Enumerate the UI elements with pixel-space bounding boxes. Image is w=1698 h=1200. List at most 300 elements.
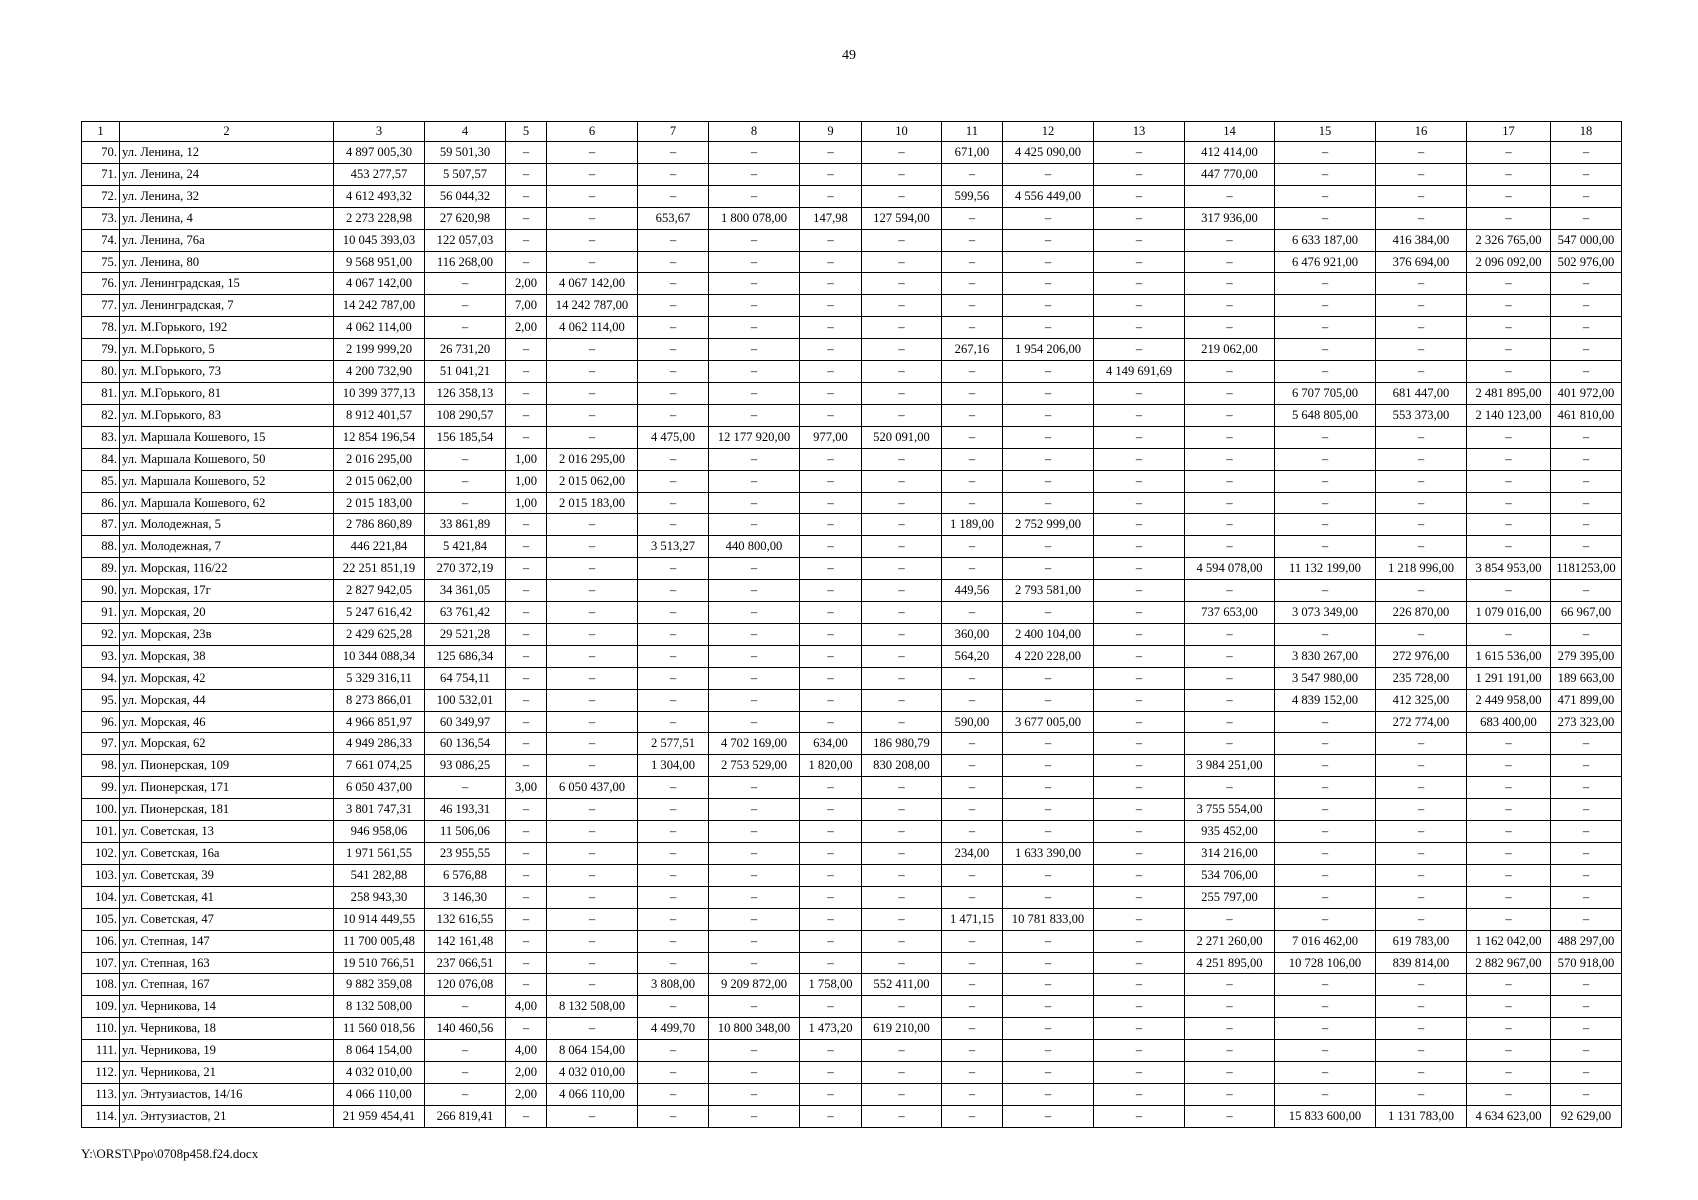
value-cell: 1,00: [506, 448, 547, 470]
value-cell: –: [547, 580, 638, 602]
column-header: 6: [547, 122, 638, 142]
value-cell: –: [800, 821, 862, 843]
value-cell: –: [942, 602, 1003, 624]
row-number-cell: 91.: [82, 602, 120, 624]
value-cell: –: [638, 448, 709, 470]
value-cell: –: [1185, 777, 1275, 799]
value-cell: –: [1551, 295, 1622, 317]
value-cell: 2 827 942,05: [334, 580, 425, 602]
value-cell: –: [709, 843, 800, 865]
value-cell: –: [638, 1062, 709, 1084]
table-row: [82, 602, 1622, 624]
value-cell: –: [638, 229, 709, 251]
column-header: 5: [506, 122, 547, 142]
value-cell: –: [506, 185, 547, 207]
value-cell: –: [709, 448, 800, 470]
value-cell: –: [800, 952, 862, 974]
value-cell: 51 041,21: [425, 361, 506, 383]
value-cell: –: [638, 251, 709, 273]
value-cell: –: [638, 864, 709, 886]
value-cell: 4 149 691,69: [1094, 361, 1185, 383]
value-cell: –: [942, 996, 1003, 1018]
value-cell: –: [1551, 317, 1622, 339]
value-cell: 122 057,03: [425, 229, 506, 251]
table-row: [82, 404, 1622, 426]
value-cell: –: [1551, 470, 1622, 492]
value-cell: –: [1003, 952, 1094, 974]
value-cell: –: [1185, 317, 1275, 339]
value-cell: –: [547, 229, 638, 251]
column-header: 15: [1275, 122, 1376, 142]
value-cell: –: [709, 317, 800, 339]
row-number-cell: 74.: [82, 229, 120, 251]
value-cell: 4 066 110,00: [334, 1083, 425, 1105]
value-cell: –: [1094, 317, 1185, 339]
address-cell: ул. Маршала Кошевого, 52: [120, 470, 334, 492]
value-cell: –: [506, 207, 547, 229]
value-cell: –: [862, 908, 942, 930]
value-cell: –: [800, 667, 862, 689]
value-cell: 66 967,00: [1551, 602, 1622, 624]
row-number-cell: 110.: [82, 1018, 120, 1040]
table-row: [82, 207, 1622, 229]
address-cell: ул. Пионерская, 109: [120, 755, 334, 777]
value-cell: –: [638, 1083, 709, 1105]
address-cell: ул. Ленина, 80: [120, 251, 334, 273]
value-cell: –: [862, 251, 942, 273]
value-cell: 10 914 449,55: [334, 908, 425, 930]
address-cell: ул. Советская, 41: [120, 886, 334, 908]
table-row: [82, 777, 1622, 799]
row-number-cell: 75.: [82, 251, 120, 273]
value-cell: –: [942, 930, 1003, 952]
value-cell: –: [425, 1062, 506, 1084]
value-cell: 22 251 851,19: [334, 558, 425, 580]
value-cell: 120 076,08: [425, 974, 506, 996]
value-cell: –: [1003, 558, 1094, 580]
value-cell: 4,00: [506, 1040, 547, 1062]
value-cell: 125 686,34: [425, 645, 506, 667]
value-cell: –: [1467, 361, 1551, 383]
value-cell: –: [1185, 1105, 1275, 1127]
value-cell: 126 358,13: [425, 382, 506, 404]
value-cell: 4 032 010,00: [334, 1062, 425, 1084]
value-cell: 553 373,00: [1376, 404, 1467, 426]
value-cell: 2 882 967,00: [1467, 952, 1551, 974]
value-cell: 412 414,00: [1185, 142, 1275, 164]
address-cell: ул. Ленина, 24: [120, 163, 334, 185]
value-cell: –: [1376, 163, 1467, 185]
value-cell: 619 210,00: [862, 1018, 942, 1040]
value-cell: –: [1467, 317, 1551, 339]
value-cell: 1 633 390,00: [1003, 843, 1094, 865]
value-cell: –: [1376, 339, 1467, 361]
value-cell: –: [506, 930, 547, 952]
table-row: [82, 952, 1622, 974]
value-cell: –: [638, 142, 709, 164]
value-cell: 8 132 508,00: [547, 996, 638, 1018]
address-cell: ул. М.Горького, 192: [120, 317, 334, 339]
table-row: [82, 755, 1622, 777]
value-cell: –: [547, 799, 638, 821]
address-cell: ул. М.Горького, 83: [120, 404, 334, 426]
value-cell: 2 140 123,00: [1467, 404, 1551, 426]
value-cell: 237 066,51: [425, 952, 506, 974]
table-row: [82, 930, 1622, 952]
value-cell: –: [862, 339, 942, 361]
value-cell: –: [1467, 470, 1551, 492]
address-cell: ул. Черникова, 14: [120, 996, 334, 1018]
value-cell: –: [1094, 623, 1185, 645]
value-cell: –: [942, 733, 1003, 755]
value-cell: 4 032 010,00: [547, 1062, 638, 1084]
value-cell: –: [1275, 1040, 1376, 1062]
value-cell: 2 015 062,00: [334, 470, 425, 492]
value-cell: –: [638, 1040, 709, 1062]
value-cell: 34 361,05: [425, 580, 506, 602]
value-cell: –: [862, 536, 942, 558]
row-number-cell: 104.: [82, 886, 120, 908]
address-cell: ул. Морская, 17г: [120, 580, 334, 602]
value-cell: –: [506, 645, 547, 667]
value-cell: –: [1275, 843, 1376, 865]
value-cell: –: [638, 952, 709, 974]
value-cell: 9 568 951,00: [334, 251, 425, 273]
value-cell: –: [862, 295, 942, 317]
value-cell: –: [1094, 1040, 1185, 1062]
value-cell: 226 870,00: [1376, 602, 1467, 624]
table-row: [82, 1018, 1622, 1040]
address-cell: ул. М.Горького, 5: [120, 339, 334, 361]
value-cell: 5 247 616,42: [334, 602, 425, 624]
value-cell: –: [1185, 623, 1275, 645]
value-cell: –: [1094, 251, 1185, 273]
value-cell: –: [1376, 295, 1467, 317]
row-number-cell: 96.: [82, 711, 120, 733]
page-number: 49: [842, 48, 856, 63]
value-cell: –: [1275, 864, 1376, 886]
value-cell: –: [862, 185, 942, 207]
value-cell: 3 854 953,00: [1467, 558, 1551, 580]
value-cell: –: [1003, 930, 1094, 952]
address-cell: ул. Советская, 16а: [120, 843, 334, 865]
value-cell: –: [1551, 1018, 1622, 1040]
value-cell: –: [942, 229, 1003, 251]
value-cell: –: [942, 251, 1003, 273]
value-cell: –: [862, 273, 942, 295]
value-cell: –: [1467, 142, 1551, 164]
value-cell: –: [638, 908, 709, 930]
value-cell: –: [1376, 799, 1467, 821]
value-cell: –: [800, 361, 862, 383]
value-cell: 401 972,00: [1551, 382, 1622, 404]
value-cell: –: [1094, 667, 1185, 689]
value-cell: –: [1094, 470, 1185, 492]
value-cell: –: [506, 864, 547, 886]
value-cell: 266 819,41: [425, 1105, 506, 1127]
value-cell: 520 091,00: [862, 426, 942, 448]
value-cell: –: [862, 821, 942, 843]
value-cell: –: [800, 602, 862, 624]
value-cell: –: [425, 317, 506, 339]
column-header: 13: [1094, 122, 1185, 142]
value-cell: –: [800, 448, 862, 470]
value-cell: –: [800, 142, 862, 164]
header-row: [82, 122, 1622, 142]
value-cell: –: [1003, 536, 1094, 558]
value-cell: –: [425, 448, 506, 470]
value-cell: 26 731,20: [425, 339, 506, 361]
value-cell: –: [1275, 142, 1376, 164]
value-cell: 3 073 349,00: [1275, 602, 1376, 624]
value-cell: 3 146,30: [425, 886, 506, 908]
value-cell: 314 216,00: [1185, 843, 1275, 865]
value-cell: –: [1376, 361, 1467, 383]
value-cell: –: [1185, 361, 1275, 383]
value-cell: –: [547, 711, 638, 733]
value-cell: –: [547, 667, 638, 689]
value-cell: –: [709, 645, 800, 667]
value-cell: 830 208,00: [862, 755, 942, 777]
value-cell: –: [1275, 908, 1376, 930]
value-cell: –: [1376, 142, 1467, 164]
address-cell: ул. Пионерская, 181: [120, 799, 334, 821]
value-cell: –: [1003, 1083, 1094, 1105]
value-cell: –: [1094, 821, 1185, 843]
value-cell: –: [1376, 623, 1467, 645]
value-cell: –: [942, 1040, 1003, 1062]
value-cell: –: [800, 580, 862, 602]
value-cell: –: [800, 404, 862, 426]
value-cell: –: [862, 843, 942, 865]
value-cell: –: [1551, 1083, 1622, 1105]
value-cell: 14 242 787,00: [547, 295, 638, 317]
value-cell: 1 189,00: [942, 514, 1003, 536]
value-cell: 267,16: [942, 339, 1003, 361]
value-cell: 5 507,57: [425, 163, 506, 185]
value-cell: –: [1467, 755, 1551, 777]
value-cell: 4 966 851,97: [334, 711, 425, 733]
value-cell: 1 971 561,55: [334, 843, 425, 865]
value-cell: –: [942, 1062, 1003, 1084]
value-cell: –: [1275, 623, 1376, 645]
row-number-cell: 82.: [82, 404, 120, 426]
value-cell: –: [1003, 886, 1094, 908]
value-cell: –: [862, 448, 942, 470]
value-cell: 461 810,00: [1551, 404, 1622, 426]
value-cell: –: [862, 580, 942, 602]
value-cell: –: [1551, 163, 1622, 185]
value-cell: –: [425, 492, 506, 514]
row-number-cell: 70.: [82, 142, 120, 164]
row-number-cell: 84.: [82, 448, 120, 470]
value-cell: 21 959 454,41: [334, 1105, 425, 1127]
value-cell: –: [942, 163, 1003, 185]
value-cell: –: [1003, 426, 1094, 448]
value-cell: –: [506, 886, 547, 908]
value-cell: 360,00: [942, 623, 1003, 645]
address-cell: ул. Морская, 23в: [120, 623, 334, 645]
value-cell: –: [1094, 711, 1185, 733]
row-number-cell: 101.: [82, 821, 120, 843]
value-cell: –: [638, 558, 709, 580]
value-cell: 1,00: [506, 470, 547, 492]
value-cell: –: [1003, 251, 1094, 273]
value-cell: 2 271 260,00: [1185, 930, 1275, 952]
value-cell: –: [942, 404, 1003, 426]
value-cell: –: [1376, 996, 1467, 1018]
value-cell: –: [800, 886, 862, 908]
value-cell: –: [800, 1105, 862, 1127]
value-cell: –: [709, 492, 800, 514]
value-cell: 412 325,00: [1376, 689, 1467, 711]
value-cell: –: [1376, 974, 1467, 996]
value-cell: 1181253,00: [1551, 558, 1622, 580]
value-cell: –: [638, 163, 709, 185]
value-cell: –: [1185, 426, 1275, 448]
value-cell: –: [1185, 251, 1275, 273]
value-cell: 4 475,00: [638, 426, 709, 448]
value-cell: –: [800, 558, 862, 580]
value-cell: –: [942, 492, 1003, 514]
value-cell: –: [638, 580, 709, 602]
value-cell: –: [1003, 207, 1094, 229]
value-cell: 681 447,00: [1376, 382, 1467, 404]
value-cell: 147,98: [800, 207, 862, 229]
value-cell: 1 471,15: [942, 908, 1003, 930]
value-cell: –: [800, 908, 862, 930]
address-cell: ул. Ленинградская, 7: [120, 295, 334, 317]
value-cell: 4 200 732,90: [334, 361, 425, 383]
value-cell: –: [1185, 492, 1275, 514]
value-cell: –: [1003, 317, 1094, 339]
address-cell: ул. Степная, 147: [120, 930, 334, 952]
value-cell: 2 015 183,00: [547, 492, 638, 514]
table-row: [82, 142, 1622, 164]
column-header: 3: [334, 122, 425, 142]
value-cell: 1 615 536,00: [1467, 645, 1551, 667]
table-row: [82, 448, 1622, 470]
address-cell: ул. Советская, 13: [120, 821, 334, 843]
value-cell: 4 067 142,00: [547, 273, 638, 295]
value-cell: –: [1467, 777, 1551, 799]
value-cell: 534 706,00: [1185, 864, 1275, 886]
value-cell: –: [1376, 1040, 1467, 1062]
value-cell: –: [547, 207, 638, 229]
value-cell: –: [506, 361, 547, 383]
value-cell: –: [425, 1083, 506, 1105]
column-header: 18: [1551, 122, 1622, 142]
value-cell: –: [638, 1105, 709, 1127]
value-cell: 6 476 921,00: [1275, 251, 1376, 273]
value-cell: –: [547, 645, 638, 667]
value-cell: –: [862, 1062, 942, 1084]
value-cell: –: [1275, 273, 1376, 295]
row-number-cell: 87.: [82, 514, 120, 536]
value-cell: –: [942, 1083, 1003, 1105]
value-cell: –: [638, 645, 709, 667]
value-cell: –: [1376, 908, 1467, 930]
value-cell: –: [1185, 1083, 1275, 1105]
value-cell: –: [1467, 185, 1551, 207]
value-cell: –: [638, 602, 709, 624]
value-cell: 1 820,00: [800, 755, 862, 777]
value-cell: –: [862, 689, 942, 711]
value-cell: 14 242 787,00: [334, 295, 425, 317]
value-cell: –: [800, 689, 862, 711]
value-cell: 671,00: [942, 142, 1003, 164]
value-cell: 8 064 154,00: [547, 1040, 638, 1062]
value-cell: –: [1094, 645, 1185, 667]
value-cell: 60 349,97: [425, 711, 506, 733]
value-cell: –: [1185, 295, 1275, 317]
value-cell: 272 976,00: [1376, 645, 1467, 667]
value-cell: 449,56: [942, 580, 1003, 602]
value-cell: –: [1003, 821, 1094, 843]
value-cell: –: [1275, 886, 1376, 908]
row-number-cell: 81.: [82, 382, 120, 404]
row-number-cell: 102.: [82, 843, 120, 865]
value-cell: –: [638, 382, 709, 404]
value-cell: 59 501,30: [425, 142, 506, 164]
value-cell: –: [709, 580, 800, 602]
value-cell: –: [638, 996, 709, 1018]
value-cell: –: [862, 1040, 942, 1062]
value-cell: –: [1003, 404, 1094, 426]
value-cell: –: [1275, 295, 1376, 317]
row-number-cell: 94.: [82, 667, 120, 689]
column-header: 10: [862, 122, 942, 142]
value-cell: 219 062,00: [1185, 339, 1275, 361]
value-cell: 9 209 872,00: [709, 974, 800, 996]
value-cell: 7,00: [506, 295, 547, 317]
value-cell: –: [1467, 996, 1551, 1018]
value-cell: –: [1551, 361, 1622, 383]
value-cell: –: [638, 711, 709, 733]
file-path-footer: Y:\ORST\Ppo\0708p458.f24.docx: [81, 1146, 259, 1161]
value-cell: –: [1003, 295, 1094, 317]
value-cell: 447 770,00: [1185, 163, 1275, 185]
value-cell: –: [1551, 755, 1622, 777]
value-cell: –: [1551, 339, 1622, 361]
value-cell: 453 277,57: [334, 163, 425, 185]
address-cell: ул. Морская, 62: [120, 733, 334, 755]
value-cell: –: [1467, 733, 1551, 755]
value-cell: –: [862, 667, 942, 689]
value-cell: 27 620,98: [425, 207, 506, 229]
value-cell: –: [1185, 1062, 1275, 1084]
value-cell: –: [1275, 777, 1376, 799]
value-cell: –: [1467, 426, 1551, 448]
value-cell: –: [1094, 426, 1185, 448]
value-cell: 4 556 449,00: [1003, 185, 1094, 207]
value-cell: 60 136,54: [425, 733, 506, 755]
value-cell: –: [506, 1105, 547, 1127]
value-cell: –: [709, 886, 800, 908]
address-cell: ул. М.Горького, 81: [120, 382, 334, 404]
value-cell: –: [506, 821, 547, 843]
value-cell: 2 786 860,89: [334, 514, 425, 536]
value-cell: –: [862, 799, 942, 821]
value-cell: –: [709, 295, 800, 317]
value-cell: 10 728 106,00: [1275, 952, 1376, 974]
value-cell: –: [1003, 382, 1094, 404]
row-number-cell: 100.: [82, 799, 120, 821]
address-cell: ул. Маршала Кошевого, 15: [120, 426, 334, 448]
value-cell: 7 661 074,25: [334, 755, 425, 777]
value-cell: –: [942, 1105, 1003, 1127]
value-cell: –: [1551, 799, 1622, 821]
